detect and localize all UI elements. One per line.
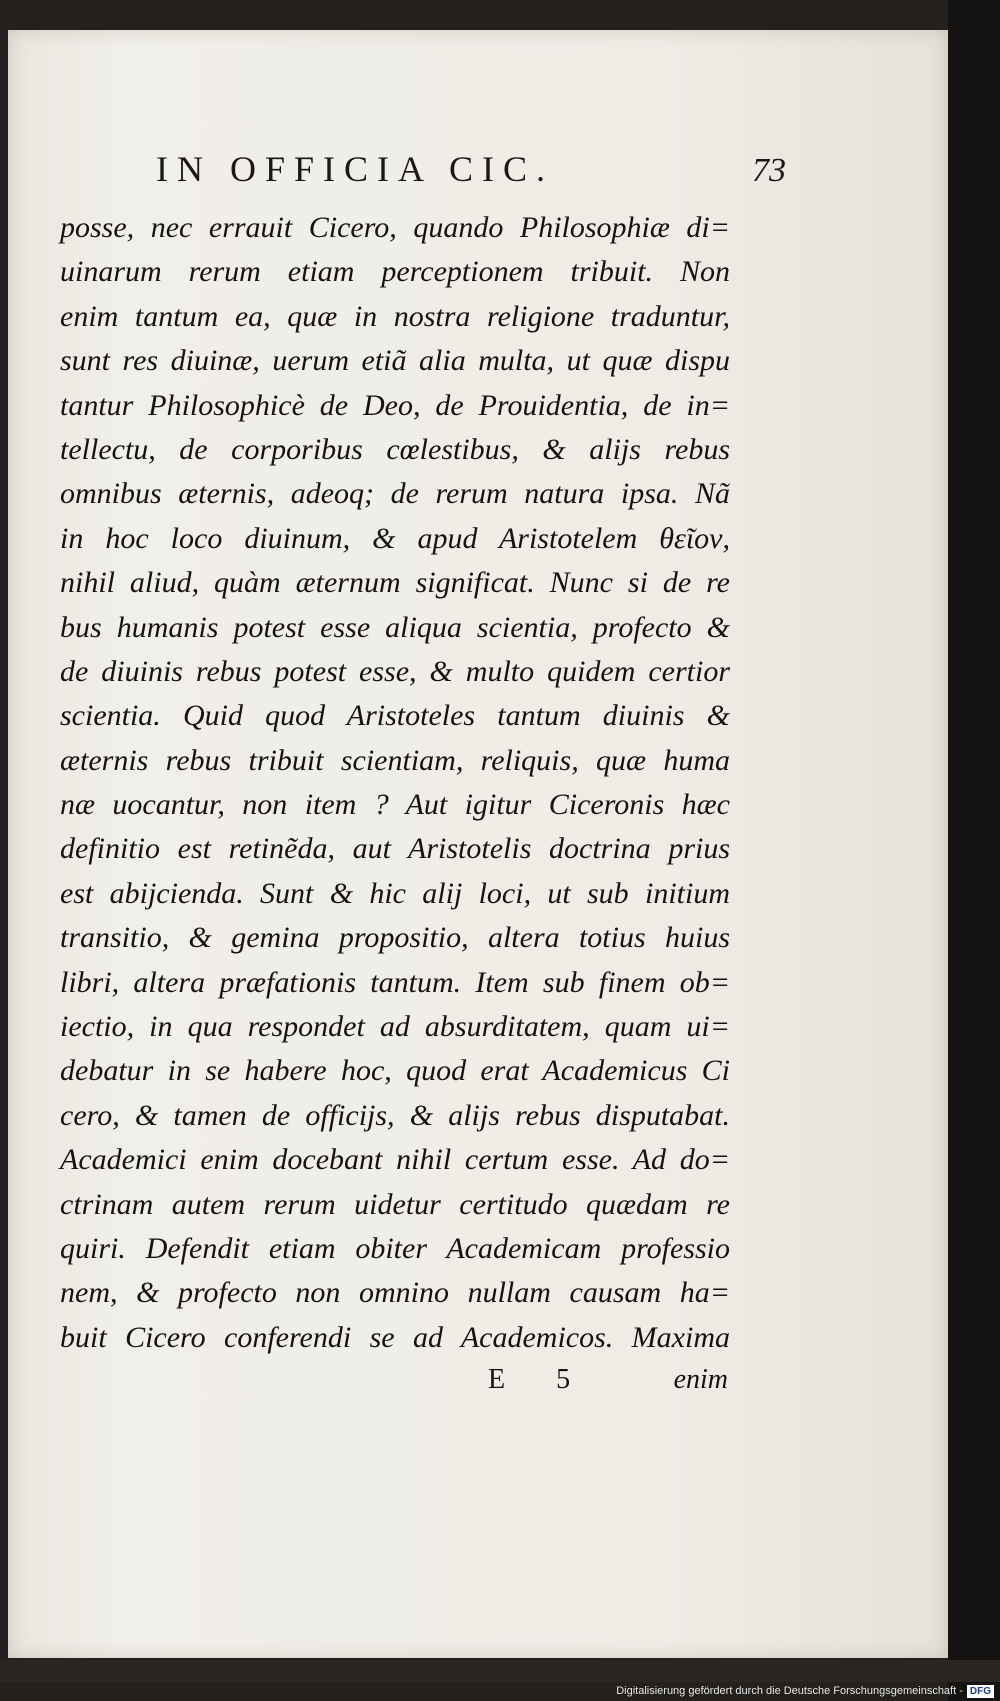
book-page [8,30,948,1658]
text-line: uinarum rerum etiam perceptionem tribuit. Non [60,255,730,289]
text-line: omnibus æternis, adeoq; de rerum natura ipsa. Nã [60,477,730,511]
text-line: enim tantum ea, quæ in nostra religione traduntur, [60,299,730,333]
catchword: enim [673,1364,728,1395]
text-line: est abijcienda. Sunt & hic alij loci, ut sub initium [60,876,730,910]
page-header [156,148,786,194]
text-line: bus humanis potest esse aliqua scientia, profecto & [60,610,730,644]
text-line: transitio, & gemina propositio, altera totius huius [60,921,730,955]
scan-edge [948,0,1000,1701]
text-line: in hoc loco diuinum, & apud Aristotelem θεῖον, [60,521,730,555]
text-line: debatur in se habere hoc, quod erat Academicus Ci [60,1054,730,1088]
text-line: iectio, in qua respondet ad absurditatem, quam ui= [60,1010,730,1044]
text-line: nihil aliud, quàm æternum significat. Nunc si de re [60,566,730,600]
text-line: Academici enim docebant nihil certum esse. Ad do= [60,1143,730,1177]
text-line: æternis rebus tribuit scientiam, reliquis, quæ huma [60,743,730,777]
text-line: quiri. Defendit etiam obiter Academicam professio [60,1231,730,1265]
text-line: posse, nec errauit Cicero, quando Philosophiæ di= [60,211,730,244]
text-line: libri, altera præfationis tantum. Item sub finem ob= [60,965,730,999]
text-line: ctrinam autem rerum uidetur certitudo quædam re [60,1187,730,1221]
page-footer [488,1364,728,1404]
running-head: IN OFFICIA CIC. [156,149,555,189]
text-line: definitio est retinẽda, aut Aristotelis doctrina prius [60,832,730,866]
text-line: næ uocantur, non item ? Aut igitur Ciceronis hæc [60,788,730,822]
dfg-logo: DFG [967,1685,994,1698]
text-line: cero, & tamen de officijs, & alijs rebus disputabat. [60,1098,730,1132]
digitization-credit [616,1683,994,1699]
signature-mark: E 5 [488,1364,593,1395]
page-number: 73 [752,152,786,189]
text-line: nem, & profecto non omnino nullam causam ha= [60,1276,730,1310]
text-line: scientia. Quid quod Aristoteles tantum diuinis & [60,699,730,733]
text-line: sunt res diuinæ, uerum etiã alia multa, ut quæ dispu [60,344,730,378]
text-line: de diuinis rebus potest esse, & multo quidem certior [60,654,730,688]
body-text [60,206,730,1360]
credit-text: Digitalisierung gefördert durch die Deutsche Forschungsgemeinschaft - [616,1685,963,1697]
text-line: tellectu, de corporibus cœlestibus, & alijs rebus [60,432,730,466]
text-line: buit Cicero conferendi se ad Academicos. Maxima [60,1320,730,1354]
text-line: tantur Philosophicè de Deo, de Prouidentia, de in= [60,388,730,422]
scan-bottom-edge [0,1660,1000,1682]
